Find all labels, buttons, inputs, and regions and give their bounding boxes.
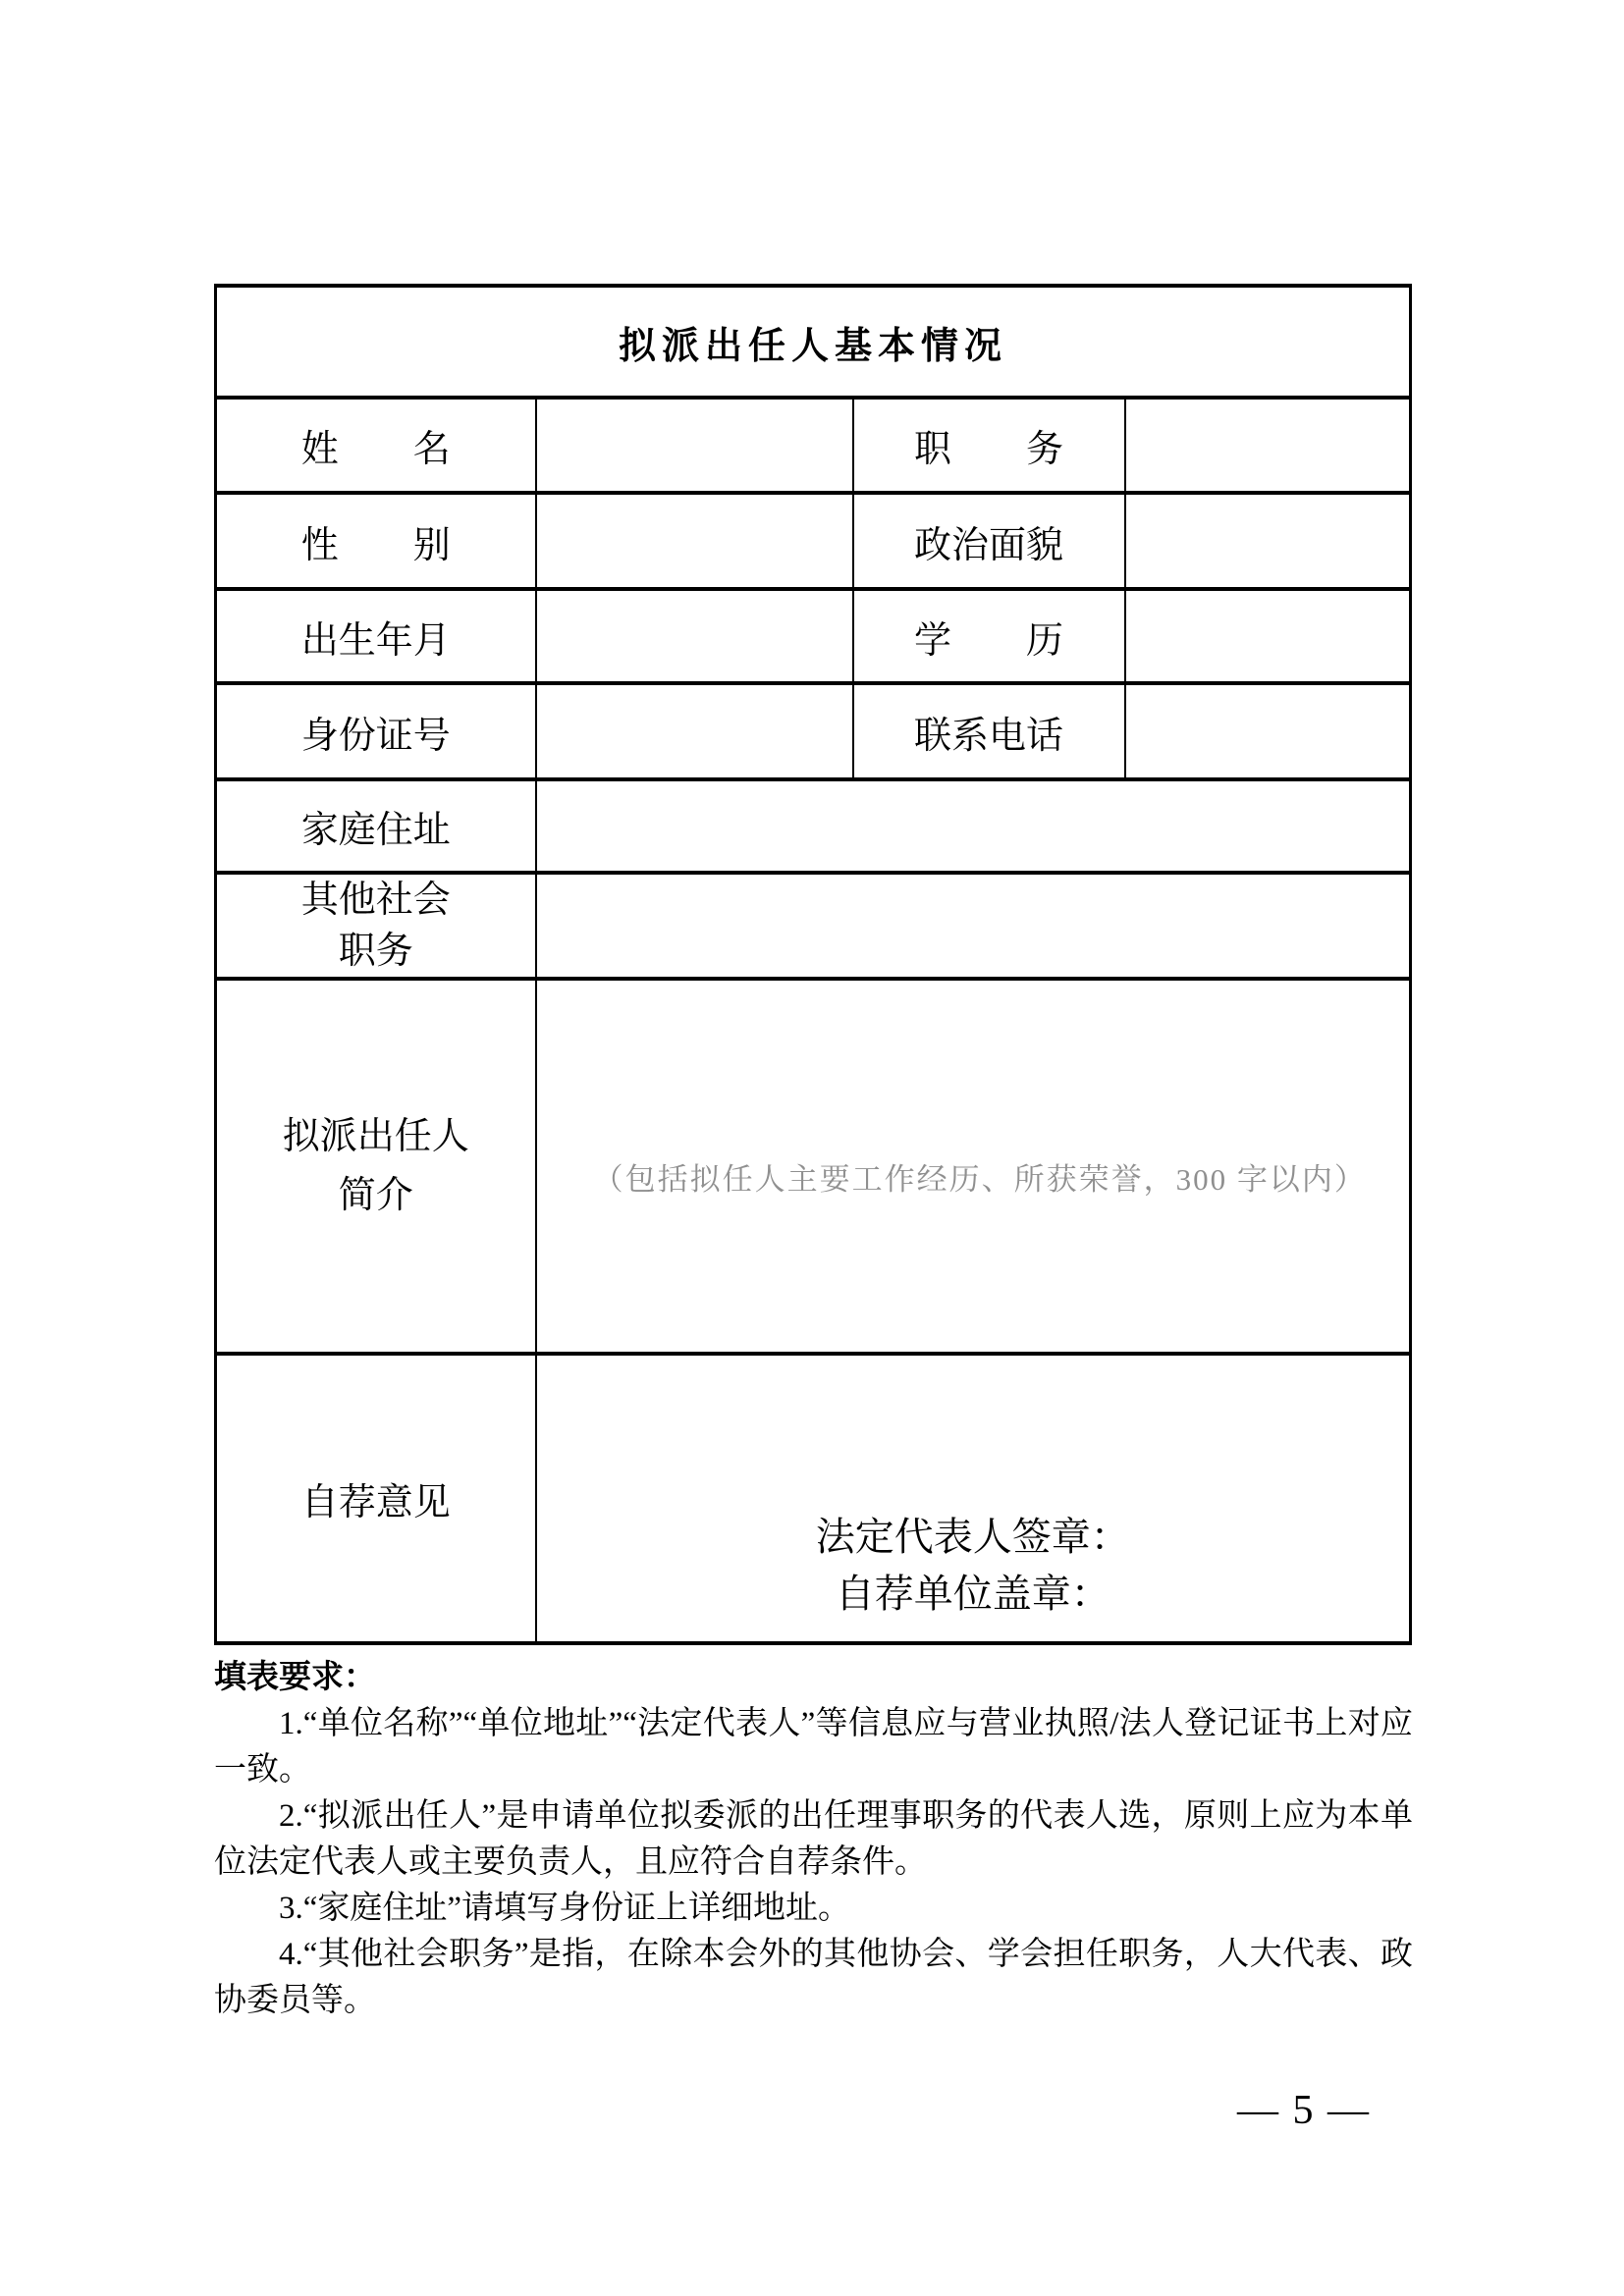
note-item-3: 3.“家庭住址”请填写身份证上详细地址。 bbox=[279, 1891, 851, 1926]
table-row bbox=[216, 979, 1411, 1354]
page-number: — 5 — bbox=[1237, 2088, 1371, 2133]
applicant-info-table bbox=[214, 284, 1412, 1645]
name-label-cell: 姓 名 bbox=[216, 398, 536, 493]
notes-heading: 填表要求： bbox=[214, 1660, 376, 1695]
profile-label-line1: 拟派出任人 bbox=[282, 1116, 469, 1157]
phone-label-cell: 联系电话 bbox=[853, 683, 1125, 779]
self-recommendation-label-cell: 自荐意见 bbox=[216, 1354, 536, 1643]
table-row bbox=[216, 589, 1411, 683]
position-label-cell: 职 务 bbox=[853, 398, 1125, 493]
note-item-4: 4.“其他社会职务”是指，在除本会外的其他协会、学会担任职务，人大代表、政协委员等。 bbox=[214, 1937, 1413, 2018]
signature-block bbox=[537, 1509, 1410, 1623]
home-address-label-cell: 家庭住址 bbox=[216, 779, 536, 873]
recommending-unit-seal-label: 自荐单位盖章： bbox=[835, 1571, 1110, 1616]
political-status-value-cell bbox=[1125, 493, 1411, 589]
profile-value-cell bbox=[536, 979, 1411, 1354]
gender-label-cell: 性 别 bbox=[216, 493, 536, 589]
table-title: 拟派出任人基本情况 bbox=[216, 286, 1411, 398]
other-social-posts-label-cell bbox=[216, 873, 536, 979]
education-value-cell bbox=[1125, 589, 1411, 683]
political-status-label-cell: 政治面貌 bbox=[853, 493, 1125, 589]
profile-placeholder-text: （包括拟任人主要工作经历、所获荣誉，300 字以内） bbox=[592, 1161, 1367, 1197]
note-item-2: 2.“拟派出任人”是申请单位拟委派的出任理事职务的代表人选，原则上应为本单位法定代表人或主要负责人，且应符合自荐条件。 bbox=[214, 1798, 1413, 1880]
profile-label-line2: 简介 bbox=[338, 1175, 413, 1216]
birth-date-value-cell bbox=[536, 589, 853, 683]
position-value-cell bbox=[1125, 398, 1411, 493]
table-row bbox=[216, 779, 1411, 873]
legal-representative-signature-label: 法定代表人签章： bbox=[815, 1514, 1130, 1559]
profile-label-cell bbox=[216, 979, 536, 1354]
table-row bbox=[216, 873, 1411, 979]
name-value-cell bbox=[536, 398, 853, 493]
table-title-row bbox=[216, 286, 1411, 398]
other-social-posts-label-line2: 职务 bbox=[338, 931, 413, 972]
note-item-1: 1.“单位名称”“单位地址”“法定代表人”等信息应与营业执照/法人登记证书上对应一致。 bbox=[214, 1706, 1413, 1788]
other-social-posts-value-cell bbox=[536, 873, 1411, 979]
other-social-posts-label-line1: 其他社会 bbox=[300, 880, 451, 921]
self-recommendation-value-cell bbox=[536, 1354, 1411, 1643]
table-row bbox=[216, 1354, 1411, 1643]
table-row bbox=[216, 493, 1411, 589]
birth-date-label-cell: 出生年月 bbox=[216, 589, 536, 683]
id-number-value-cell bbox=[536, 683, 853, 779]
phone-value-cell bbox=[1125, 683, 1411, 779]
gender-value-cell bbox=[536, 493, 853, 589]
education-label-cell: 学 历 bbox=[853, 589, 1125, 683]
home-address-value-cell bbox=[536, 779, 1411, 873]
fill-in-requirements bbox=[214, 1655, 1413, 2024]
table-row bbox=[216, 683, 1411, 779]
id-number-label-cell: 身份证号 bbox=[216, 683, 536, 779]
table-row bbox=[216, 398, 1411, 493]
